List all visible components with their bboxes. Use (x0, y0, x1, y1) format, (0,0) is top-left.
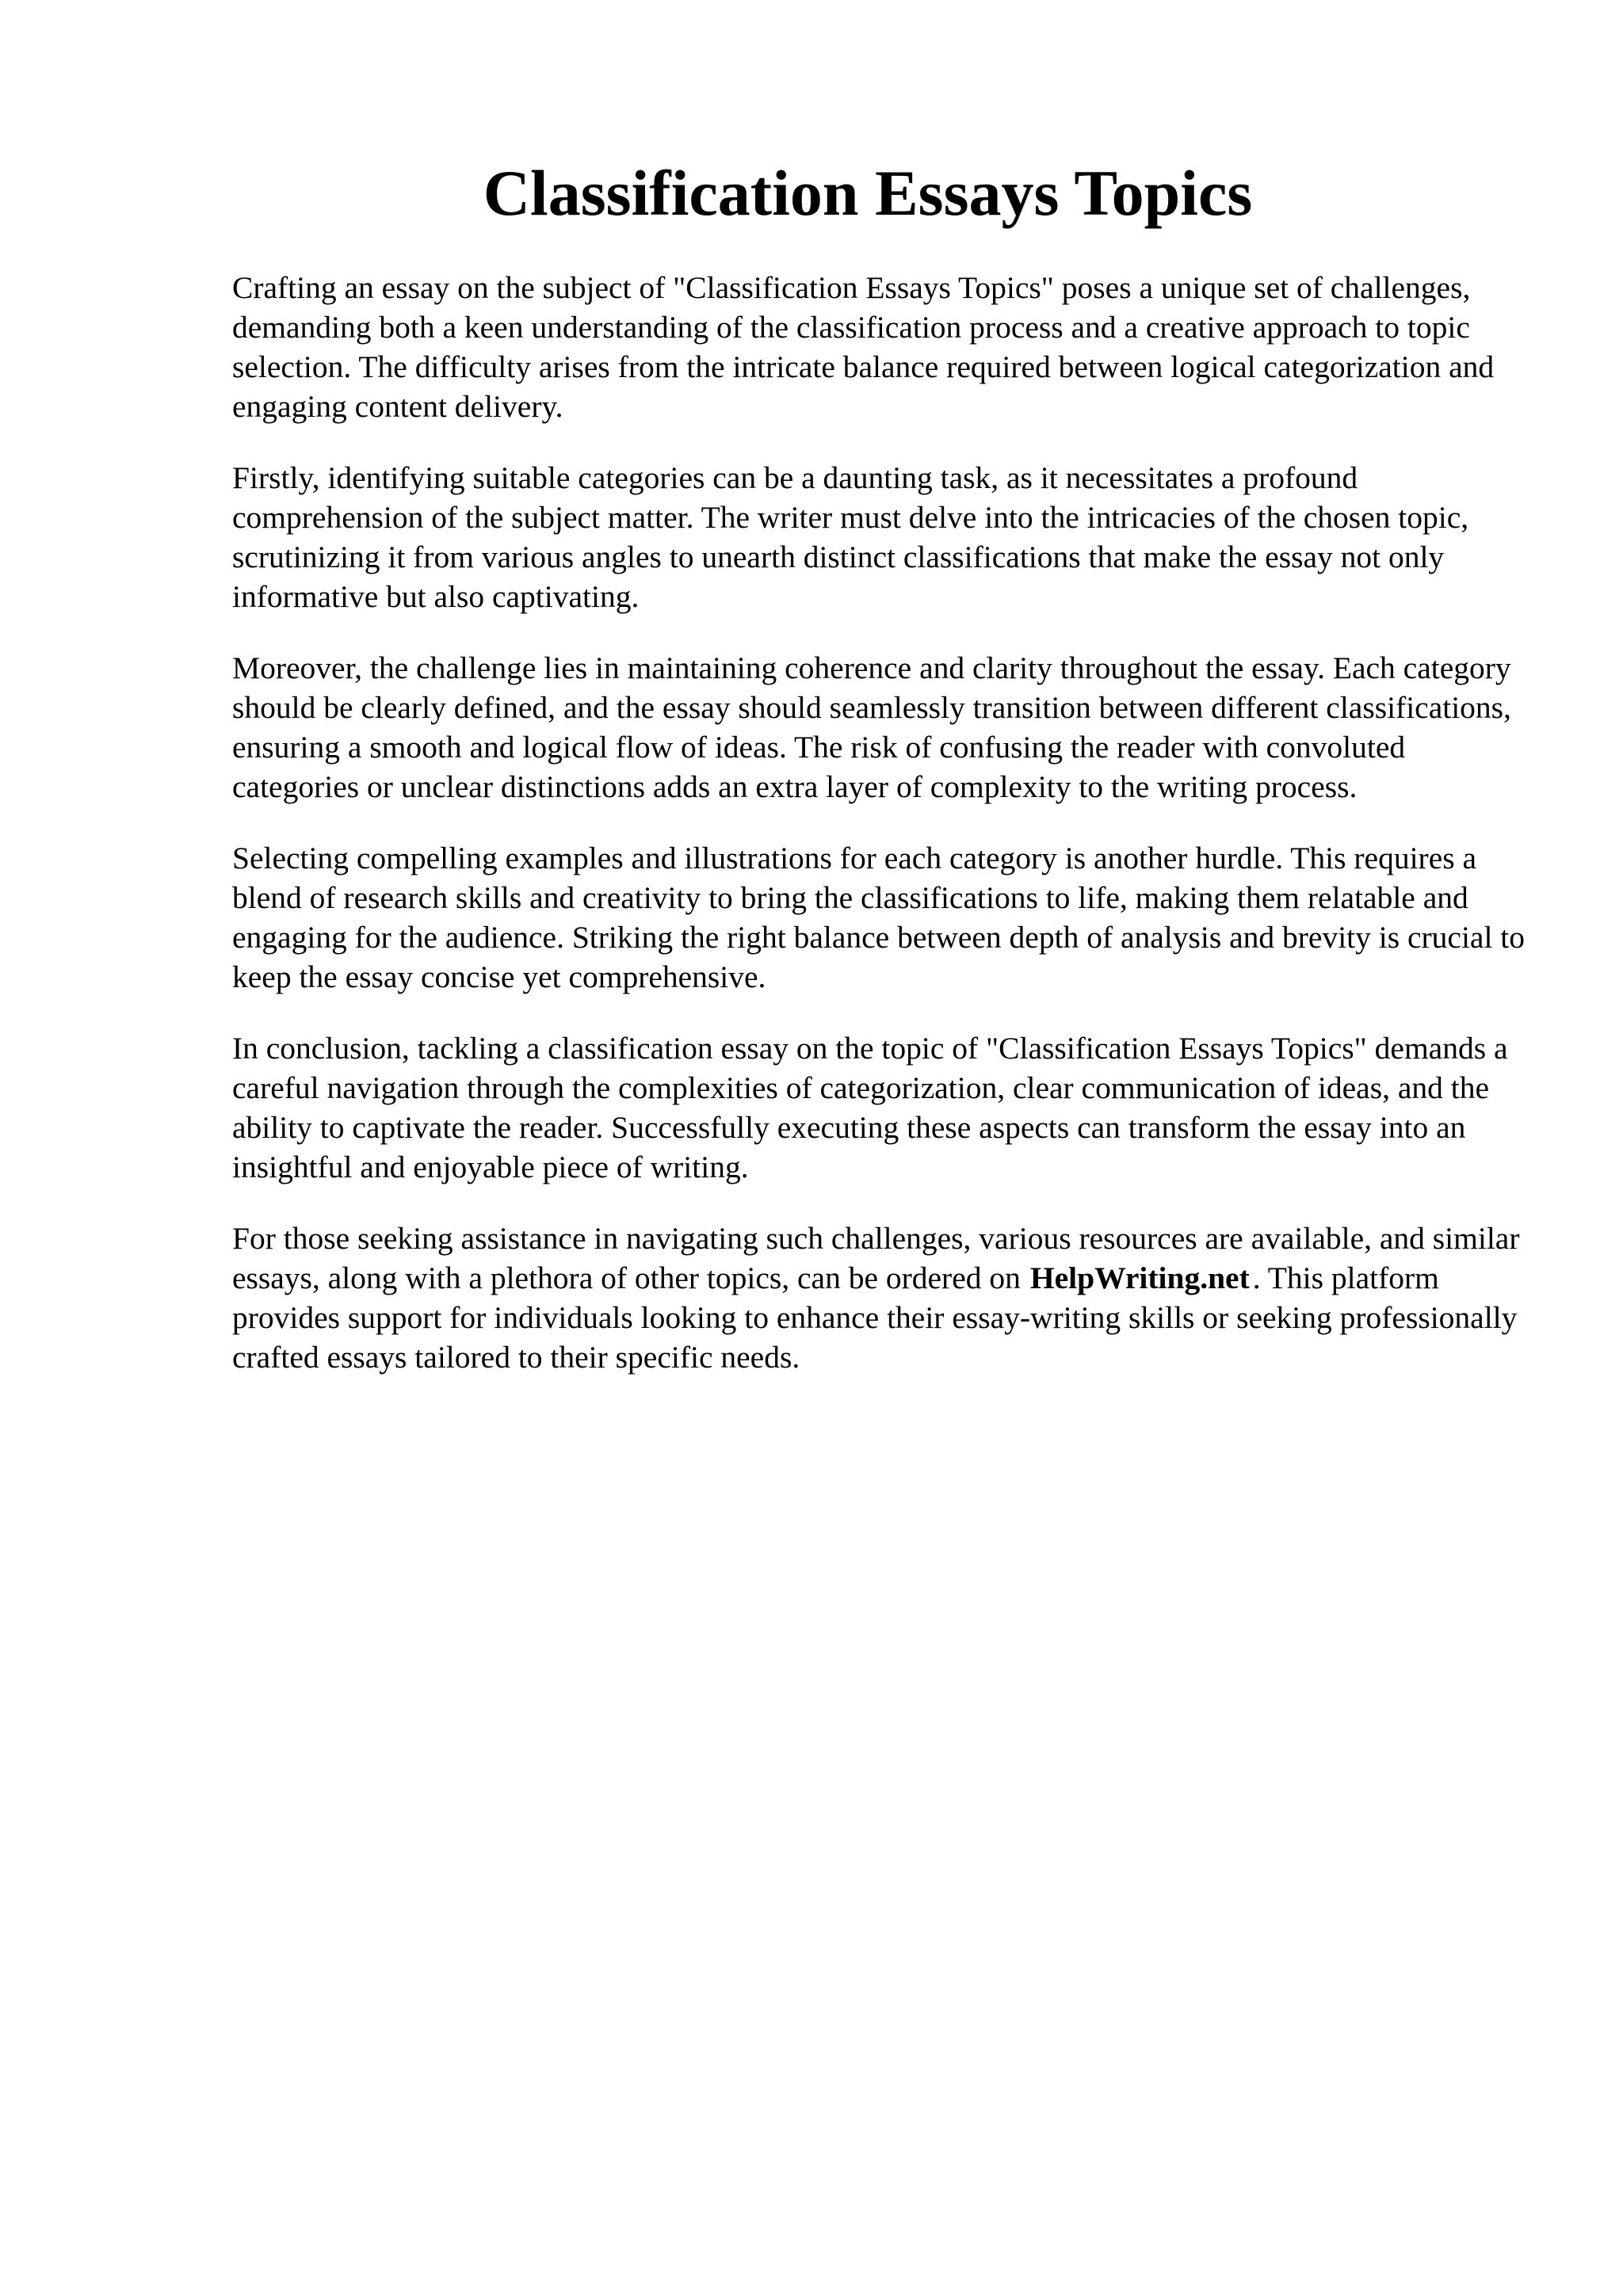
paragraph-conclusion: In conclusion, tackling a classification essay on the topic of "Classification Essays Topics" demands a careful navigation through the complexities of categorization, clear communication of ideas, and the ability to captivate the reader. Successfully executing these aspects can transform the essay into an insightful and enjoyable piece of writing. (232, 1031, 1508, 1184)
closing-text-before: For those seeking assistance in navigating such challenges, various resources are available, and similar essays, along with a plethora of other topics, can be ordered on (232, 1221, 1520, 1295)
paragraph-examples: Selecting compelling examples and illustrations for each category is another hurdle. This requires a blend of research skills and creativity to bring the classifications to life, making them relatable and engaging for the audience. Striking the right balance between depth of analysis and brevity is crucial to keep the essay concise yet comprehensive. (232, 841, 1526, 994)
paragraph-closing (232, 1219, 1532, 1377)
page-title: Classification Essays Topics (483, 157, 1253, 229)
closing-text-after: . This platform provides support for individuals looking to enhance their essay-writing skills or seeking professionally crafted essays tailored to their specific needs. (232, 1261, 1518, 1375)
paragraph-coherence: Moreover, the challenge lies in maintaining coherence and clarity throughout the essay. Each category should be clearly defined, and the essay should seamlessly transition between different classifications, ensuring a smooth and logical flow of ideas. The risk of confusing the reader with convoluted categories or unclear distinctions adds an extra layer of complexity to the writing process. (232, 650, 1511, 804)
paragraph-categories: Firstly, identifying suitable categories can be a daunting task, as it necessitates a profound comprehension of the subject matter. The writer must delve into the intricacies of the chosen topic, scrutinizing it from various angles to unearth distinct classifications that make the essay not only informative but also captivating. (232, 460, 1469, 614)
paragraph-intro: Crafting an essay on the subject of "Classification Essays Topics" poses a unique set of challenges, demanding both a keen understanding of the classification process and a creative approach to topic selection. The difficulty arises from the intricate balance required between logical categorization and engaging content delivery. (232, 270, 1495, 424)
essay-body (232, 268, 1532, 1409)
brand-link[interactable]: HelpWriting.net (1029, 1261, 1250, 1295)
